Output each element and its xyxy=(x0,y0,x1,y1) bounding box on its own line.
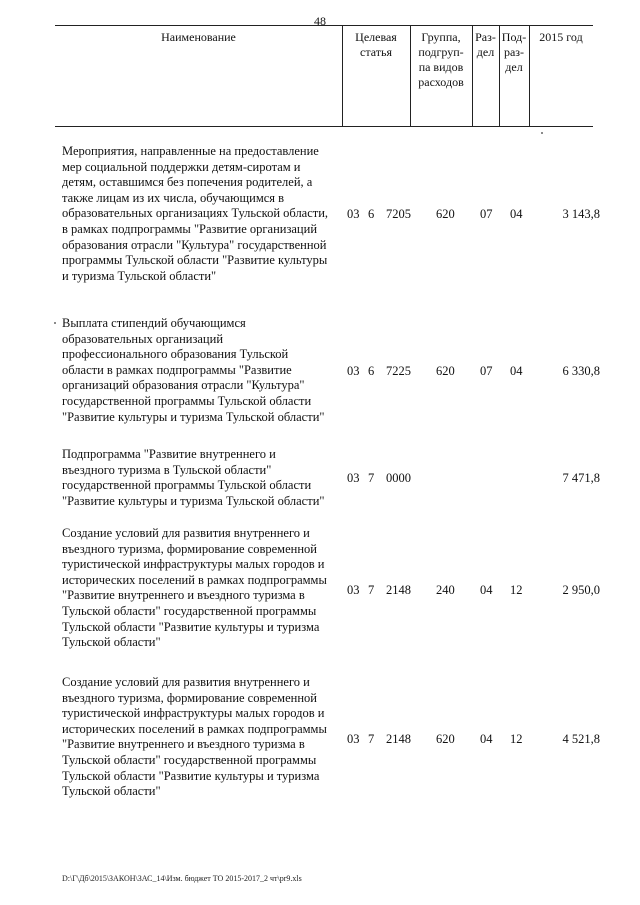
scan-speck xyxy=(541,132,543,134)
row-sub: 6 xyxy=(368,207,375,221)
row-group: 620 xyxy=(436,364,455,378)
row-amount: 6 330,8 xyxy=(562,364,600,378)
row-subsection: 04 xyxy=(510,364,523,378)
row-prog: 03 xyxy=(347,207,360,221)
table-row-name: Мероприятия, направленные на предоставление мер социальной поддержки детям-сиротам и детям, оставшимся без попечения родителей, а также лицам из их числа, обучающимся в образовательных организациях Тульской области, в рамках подпрограммы "Развитие организаций образования отрасли "Культура" государственной программы Тульской области "Развитие культуры и туризма Тульской области" xyxy=(62,144,329,283)
row-amount: 4 521,8 xyxy=(562,732,600,746)
row-group: 240 xyxy=(436,583,455,597)
header-section: Раз- дел xyxy=(475,30,496,59)
header-subsection: Под- раз- дел xyxy=(501,30,527,74)
row-sub: 7 xyxy=(368,732,375,746)
row-section: 04 xyxy=(480,583,493,597)
header-year: 2015 год xyxy=(539,30,583,44)
row-sub: 7 xyxy=(368,471,375,485)
table-row-name: Подпрограмма "Развитие внутреннего и въездного туризма в Тульской области" государственной программы Тульской области "Развитие культуры и туризма Тульской области" xyxy=(62,447,325,508)
row-code: 7205 xyxy=(386,207,411,221)
row-section: 07 xyxy=(480,364,493,378)
row-section: 04 xyxy=(480,732,493,746)
row-prog: 03 xyxy=(347,364,360,378)
table-row-name: Выплата стипендий обучающимся образовательных организаций профессионального образования Тульской области в рамках подпрограммы "Развитие организаций образования отрасли "Культура" государственной программы Тульской области "Развитие культуры и туризма Тульской области" xyxy=(62,316,325,424)
row-sub: 6 xyxy=(368,364,375,378)
table-row-name: Создание условий для развития внутреннего и въездного туризма, формирование современной туристической инфраструктуры малых городов и исторических поселений в рамках подпрограммы "Развитие внутреннего и въездного туризма в Тульской области" государственной программы Тульской области "Развитие культуры и туризма Тульской области" xyxy=(62,526,327,650)
row-amount: 3 143,8 xyxy=(562,207,600,221)
table-header xyxy=(55,25,593,127)
row-amount: 2 950,0 xyxy=(562,583,600,597)
header-expense-group: Группа, подгруп- па видов расходов xyxy=(418,30,464,89)
row-prog: 03 xyxy=(347,471,360,485)
row-subsection: 04 xyxy=(510,207,523,221)
row-code: 7225 xyxy=(386,364,411,378)
page-number: 48 xyxy=(314,14,326,28)
row-amount: 7 471,8 xyxy=(562,471,600,485)
row-section: 07 xyxy=(480,207,493,221)
row-code: 2148 xyxy=(386,732,411,746)
row-prog: 03 xyxy=(347,583,360,597)
row-code: 0000 xyxy=(386,471,411,485)
row-group: 620 xyxy=(436,207,455,221)
footer-file-path: D:\Г\Дб\2015\ЗАКОН\ЗАС_14\Изм. бюджет ТО 2015-2017_2 чт\pr9.xls xyxy=(62,874,302,883)
row-group: 620 xyxy=(436,732,455,746)
row-subsection: 12 xyxy=(510,583,523,597)
table-row-name: Создание условий для развития внутреннего и въездного туризма, формирование современной туристической инфраструктуры малых городов и исторических поселений в рамках подпрограммы "Развитие внутреннего и въездного туризма в Тульской области" государственной программы Тульской области "Развитие культуры и туризма Тульской области" xyxy=(62,675,327,799)
header-target-article: Целевая статья xyxy=(355,30,397,59)
row-prog: 03 xyxy=(347,732,360,746)
row-subsection: 12 xyxy=(510,732,523,746)
scan-speck xyxy=(54,322,56,324)
row-sub: 7 xyxy=(368,583,375,597)
header-name: Наименование xyxy=(161,30,236,44)
row-code: 2148 xyxy=(386,583,411,597)
